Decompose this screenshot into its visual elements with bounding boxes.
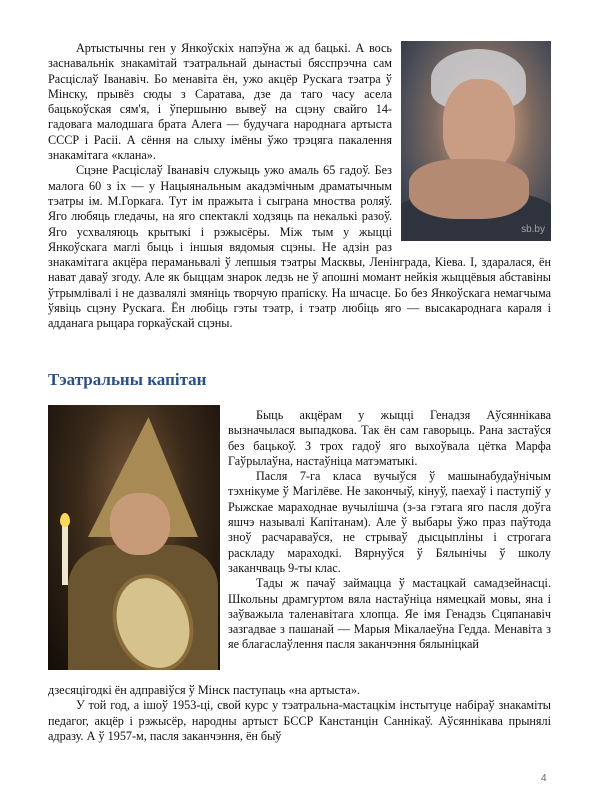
portrait-photo-yankouski: [401, 41, 551, 241]
section-text-column: [228, 408, 551, 653]
page-number: 4: [541, 773, 547, 784]
section-text-full-width: [48, 683, 551, 744]
paragraph: Сцэне Расціслаў Іванавіч служыць ужо амаль 65 гадоў. Без малога 60 з іх — у Нацыянальным акадэмічным драматычным тэатры ім. М.Горкага. Тут ім пражыта і сыграна мноства роляў. Яго любяць гледачы, на яго спектаклі ходзяць па некалькі разоў. Яго усхваляюць крытыкі і рэжысёры. Між тым у жыцці Янкоўскага маглі быць і іншыя вядомыя сцэны. Не адзін раз знакамітага акцёра пераманьвалі ў лепшыя тэатры Масквы, Ленінграда, Кіева. І, здаралася, ён нават даваў згоду. Але як быццам знарок ледзь не ў апошні момант нейкія жыццёвыя абставіны ўтрымлівалі і не дазвалялі змяніць творчую прапіску. На шчасце. Бо без Янкоўскага немагчыма ўявіць сцэну Рускага. Ён любіць гэты тэатр, і тэатр любіць яго — высакароднага караля і адданага рыцара горкаўскай сцэны.: [48, 163, 551, 331]
paragraph: Пасля 7-га класа вучыўся ў машынабудаўнічым тэхнікуме ў Магілёве. Не закончыў, кінуў, паехаў і паступіў у Рыжскае мараходнае вучылішча (з-за гэтага яго пасля доўга яшчэ называлі Капітанам). Але ў выбары ўжо праз паўтода зноў расчараваўся, не стрываў дысцыпліны і строгага раскладу мараходкі. Вярнуўся ў Бялынічы ў школу заканчваць 9-ты клас.: [228, 469, 551, 575]
stage-face: [110, 493, 170, 555]
paragraph: У той год, а ішоў 1953-ці, свой курс у тэатральна-мастацкім інстытуце набіраў знакаміты педагог, акцёр і рэжысёр, народны артыст БССР Канстанцін Саннікаў. Аўсяннікава прынялі адразу. А ў 1957-м, пасля заканчэння, ён быў: [48, 698, 551, 743]
portrait-face: [443, 79, 515, 171]
stage-candle-flame: [60, 513, 70, 527]
stage-candle: [62, 525, 68, 585]
stage-photo-ausiannikau: [48, 405, 220, 670]
paragraph: Тады ж пачаў займацца ў мастацкай самадзейнасці. Школьны драмгуртом вяла настаўніца нямецкай мовы, яна і заўважыла таленавітага хлопца. Яе імя Генадзь Сцяпанавіч зазгадвае з пашанай — Марыя Мікалаеўна Гедда. Менавіта з яе благаслаўлення пасля заканчэння бялыніцкай: [228, 576, 551, 652]
portrait-hands: [409, 159, 529, 219]
paragraph: Артыстычны ген у Янкоўскіх напэўна ж ад бацькі. А вось заснавальнік знакамітай тэатральнай дынастыі бясспрэчна сам Расціслаў Іванавіч. Бо менавіта ён, ужо акцёр Рускага тэатра ў Мінску, прывёз сюды з Саратава, дзе да таго часу асела бацькоўская сям'я, і ўпершыню вывеў на сцэну свайго 14-гадовага малодшага брата Алега — будучага народнага артыста СССР і Расіі. А сёння на слыху імёны ўжо трэцяга пакалення знакамітага «клана».: [48, 41, 392, 163]
paragraph: Быць акцёрам у жыцці Генадзя Аўсяннікава вызначылася выпадкова. Так ён сам гаворыць. Рана застаўся без бацькоў. З трох гадоў яго выхоўвала цётка Марфа Гаўрылаўна, настаўніца матэматыкі.: [228, 408, 551, 468]
section-heading: Тэатральны капітан: [48, 370, 207, 389]
intro-section: [48, 41, 551, 332]
paragraph: дзесяцігодкі ён адправіўся ў Мінск паступаць «на артыста».: [48, 683, 360, 697]
photo-watermark: sb.by: [521, 223, 545, 235]
